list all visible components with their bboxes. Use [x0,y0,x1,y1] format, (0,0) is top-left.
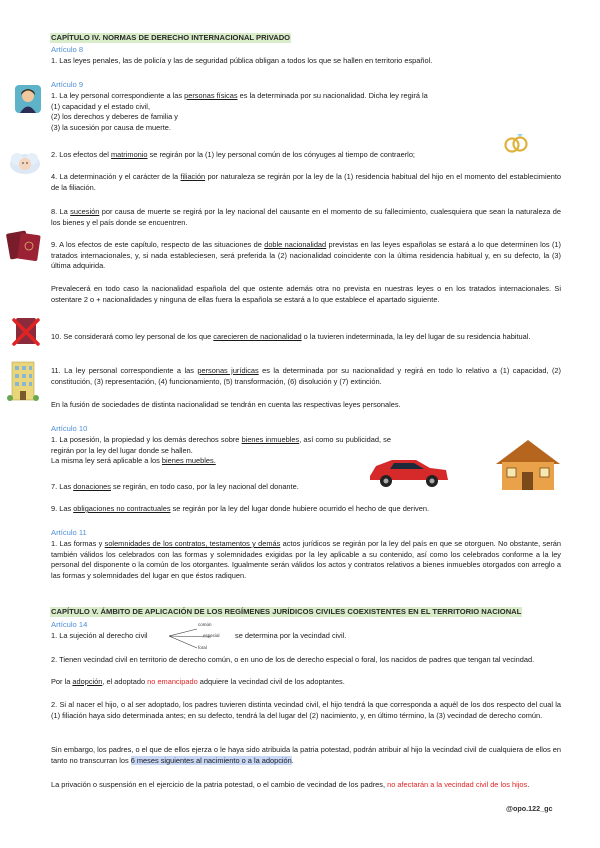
chapter-iv-title: CAPÍTULO IV. NORMAS DE DERECHO INTERNACIONAL PRIVADO [51,33,291,42]
article-9-p2: 2. Los efectos del matrimonio se regirán por la (1) ley personal común de los cónyuges al tiempo de contraerlo; [51,150,415,159]
chapter-v-title: CAPÍTULO V. ÁMBITO DE APLICACIÓN DE LOS REGÍMENES JURÍDICOS CIVILES COEXISTENTES EN EL TERRITORIO NACIONAL [51,607,522,616]
article-9-title: Artículo 9 [51,80,84,89]
article-14-title: Artículo 14 [51,620,88,629]
article-14-p5: La privación o suspensión en el ejercicio de la patria potestad, o el cambio de vecindad de los padres, no afectarán a la vecindad civil de los hijos. [51,780,530,789]
article-9-p1: 1. La ley personal correspondiente a las personas físicas es la determinada por su nacionalidad. Dicha ley regirá la (1) capacidad y el estado civil, (2) los derechos y deberes de familia y (3) la sucesión por causa de muerte. [51,91,428,132]
article-14-p2: 2. Tienen vecindad civil en territorio de derecho común, o en uno de los de derecho especial o foral, los nacidos de padres que tengan tal vecindad. [51,655,535,664]
article-10-title: Artículo 10 [51,424,88,433]
no-nationality-icon [10,314,44,348]
article-10-p9: 9. Las obligaciones no contractuales se regirán por la ley del lugar donde hubiere ocurrido el hecho de que deriven. [51,504,429,513]
person-icon [14,84,42,114]
article-14-p3: 2. Si al nacer el hijo, o al ser adoptado, los padres tuvieren distinta vecindad civil, el hijo tendrá la que corresponda a aquél de los dos respecto del cual la (1) filiación haya sido determinada antes; en su defecto, tendrá la del lugar del (2) nacimiento, y, en último término, la (3) vecindad de derecho común. [51,700,561,720]
house-icon [494,438,562,492]
article-9-p9-continued: Prevalecerá en todo caso la nacionalidad española del que ostente además otra no prevista en nuestras leyes o en los tratados internacionales. Si ostentare 2 o + nacionalidades y ninguna de ellas fuera la española se estará a lo que establece el apartado siguiente. [51,284,561,304]
baby-icon [8,150,42,176]
article-10-p1: 1. La posesión, la propiedad y los demás derechos sobre bienes inmuebles, así como su publicidad, se regirán por la ley del lugar donde se hallen. La misma ley será aplicable a los bienes muebles. [51,435,391,466]
article-14-p4: Sin embargo, los padres, o el que de ellos ejerza o le haya sido atribuida la patria potestad, podrán atribuir al hijo la vecindad civil de cualquiera de ellos en tanto no transcurran los 6 meses siguientes al nacimiento o a la adopción. [51,745,561,765]
article-11-p1: 1. Las formas y solemnidades de los contratos, testamentos y demás actos jurídicos se regirán por la ley del país en que se otorguen. No obstante, serán también válidos los celebrados con las formas y solemnidades exigidas por la ley aplicable a su contenido, así como los celebrados conforme a la ley personal del disponente o la común de los otorgantes. Igualmente serán válidos los actos y contratos relativos a bienes inmuebles otorgados con arreglo a las formas y solemnidades del lugar en que éstos radiquen. [51,539,562,580]
article-14-p1-b: se determina por la vecindad civil. [235,631,347,640]
branch-especial: especial [203,633,220,638]
article-9-p10: 10. Se considerará como ley personal de los que carecieren de nacionalidad o la tuvieren indeterminada, la ley del lugar de su residencia habitual. [51,332,531,341]
article-9-p11-continued: En la fusión de sociedades de distinta nacionalidad se tendrán en cuenta las respectivas leyes personales. [51,400,401,409]
article-14-p1-a: 1. La sujeción al derecho civil [51,631,148,640]
article-8-p1: 1. Las leyes penales, las de policía y las de seguridad pública obligan a todos los que se hallen en territorio español. [51,56,433,65]
article-9-p8: 8. La sucesión por causa de muerte se regirá por la ley nacional del causante en el momento de su fallecimiento, cualesquiera que sean la naturaleza de los bienes y el país donde se encuentren. [51,207,561,227]
article-10-p7: 7. Las donaciones se regirán, en todo caso, por la ley nacional del donante. [51,482,299,491]
article-9-p11: 11. La ley personal correspondiente a las personas jurídicas es la determinada por su nacionalidad y regirá en todo lo relativo a (1) capacidad, (2) constitución, (3) representación, (4) funcionamiento, (5) transformación, (6) disolución y (7) extinción. [51,366,561,386]
branch-foral: foral [198,645,207,650]
wedding-rings-icon [502,132,530,154]
article-9-p4: 4. La determinación y el carácter de la filiación por naturaleza se regirán por la ley de la (1) residencia habitual del hijo en el momento del establecimiento de la filiación. [51,172,561,192]
building-icon [6,356,40,402]
branch-comun: común [198,622,212,627]
article-14-p2-continued: Por la adopción, el adoptado no emancipado adquiere la vecindad civil de los adoptantes. [51,677,345,686]
passport-icon [6,228,42,262]
footer-author: @opo.122_gc [506,804,553,813]
article-11-title: Artículo 11 [51,528,87,537]
article-8-title: Artículo 8 [51,45,84,54]
article-9-p9: 9. A los efectos de este capítulo, respecto de las situaciones de doble nacionalidad previstas en las leyes españolas se estará a lo que determinen los (1) tratados internacionales, y, si nada estableciesen, será preferida la (2) nacionalidad coincidente con la última residencia habitual y, en su defecto, la (3) última adquirida. [51,240,561,271]
car-icon [366,450,452,490]
